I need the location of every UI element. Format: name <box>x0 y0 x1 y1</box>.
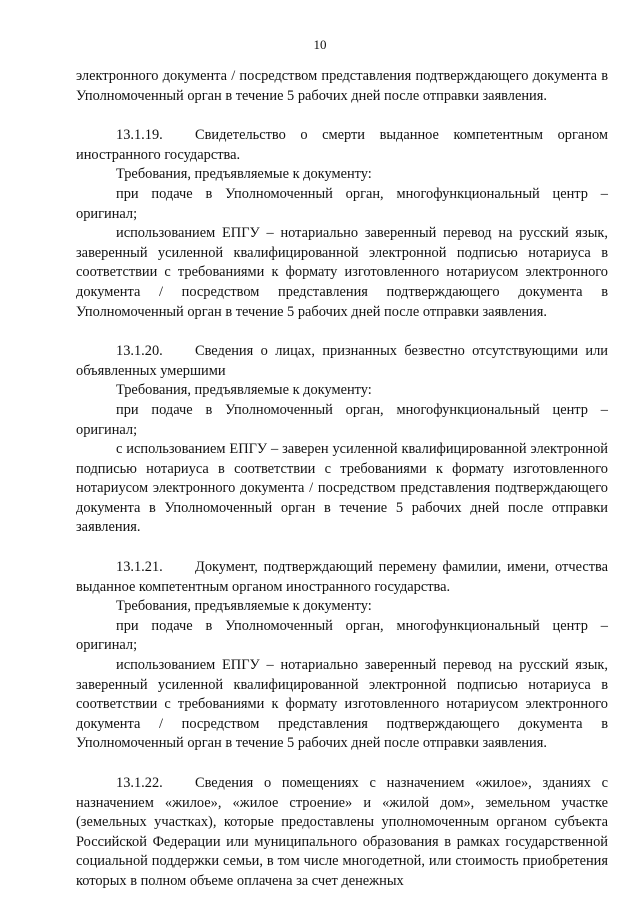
section-heading <box>76 342 608 381</box>
section-title: Сведения о помещениях с назначением «жилое», зданиях с назначением «жилое», «жилое строение» и «жилой дом», земельном участке (земельных участках), которые предоставлены уполномоченным органом субъекта Российской Федерации или муниципального образования в рамках государственной социальной поддержки семьи, в том числе многодетной, или стоимость приобретения которых в полном объеме оплачена за счет денежных <box>76 775 608 889</box>
paragraph: использованием ЕПГУ – нотариально заверенный перевод на русский язык, заверенный усиленной квалифицированной электронной подписью нотариуса в соответствии с требованиями к формату изготовленного нотариусом электронного документа / посредством представления подтверждающего документа в Уполномоченный орган в течение 5 рабочих дней после отправки заявления. <box>76 657 608 752</box>
section-number: 13.1.22. <box>116 775 163 791</box>
paragraph: при подаче в Уполномоченный орган, многофункциональный центр – оригинал; <box>76 617 608 654</box>
section-title: Свидетельство о смерти выданное компетентным органом иностранного государства. <box>76 127 608 163</box>
paragraph: Требования, предъявляемые к документу: <box>116 598 372 615</box>
section-number: 13.1.20. <box>116 343 163 360</box>
section-title: Сведения о лицах, признанных безвестно отсутствующими или объявленных умершими <box>76 343 608 379</box>
continuation-paragraph: электронного документа / посредством представления подтверждающего документа в Уполномоченный орган в течение 5 рабочих дней после отправки заявления. <box>76 68 608 104</box>
paragraph: при подаче в Уполномоченный орган, многофункциональный центр – оригинал; <box>76 401 608 438</box>
paragraph: с использованием ЕПГУ – заверен усиленной квалифицированной электронной подписью нотариуса в соответствии с требованиями к формату изготовленного нотариусом электронного документа / посредством представления подтверждающего документа в Уполномоченный орган в течение 5 рабочих дней после отправки заявления. <box>76 441 608 536</box>
section-number: 13.1.19. <box>116 127 163 144</box>
paragraph: использованием ЕПГУ – нотариально заверенный перевод на русский язык, заверенный усиленной квалифицированной электронной подписью нотариуса в соответствии с требованиями к формату изготовленного нотариусом электронного документа / посредством представления подтверждающего документа в Уполномоченный орган в течение 5 рабочих дней после отправки заявления. <box>76 225 608 320</box>
section-number: 13.1.21. <box>116 559 163 576</box>
page-number: 10 <box>313 37 327 52</box>
document-body <box>76 67 608 892</box>
section-heading <box>76 774 608 892</box>
section-heading <box>76 558 608 597</box>
section-heading <box>76 126 608 165</box>
paragraph: Требования, предъявляемые к документу: <box>116 382 372 399</box>
paragraph: при подаче в Уполномоченный орган, многофункциональный центр – оригинал; <box>76 185 608 222</box>
section-title: Документ, подтверждающий перемену фамилии, имени, отчества выданное компетентным органом иностранного государства. <box>76 559 608 595</box>
paragraph: Требования, предъявляемые к документу: <box>116 166 372 183</box>
